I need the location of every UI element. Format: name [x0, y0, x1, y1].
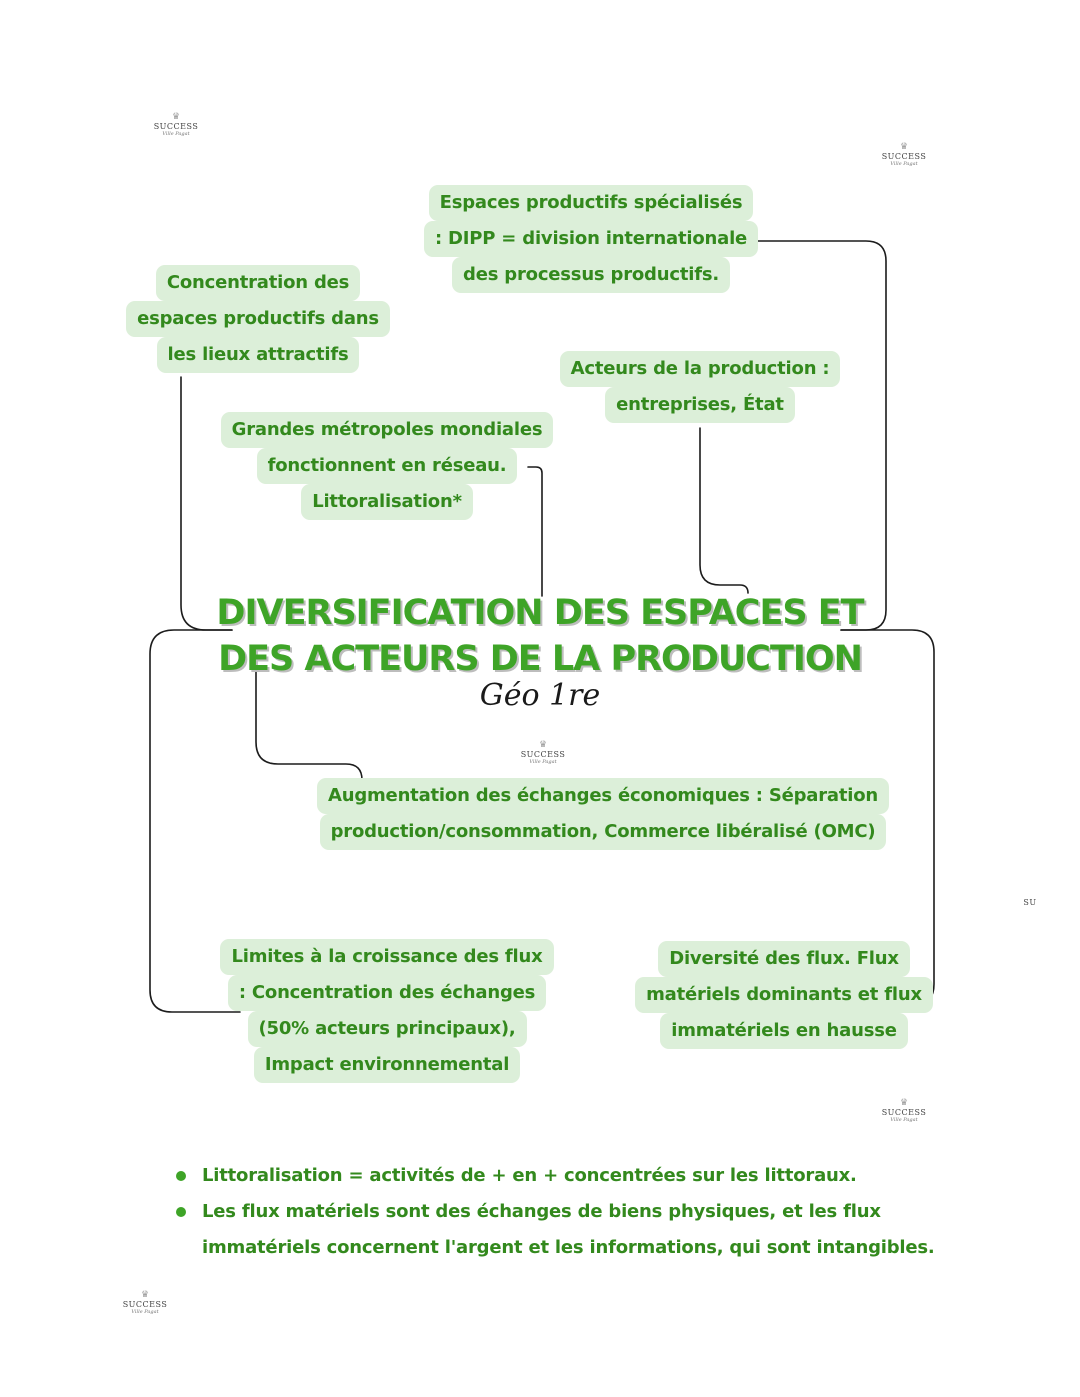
box-line: les lieux attractifs — [157, 337, 360, 373]
success-logo — [513, 740, 573, 765]
box-espaces-specialises — [434, 185, 748, 293]
box-limites — [231, 939, 543, 1083]
logo-mark-icon: ♛ — [140, 1290, 150, 1300]
logo-word: SU — [1023, 898, 1037, 907]
diagram-title — [200, 590, 880, 682]
logo-mark-icon: ♛ — [538, 740, 548, 750]
logo-word: SUCCESS — [881, 152, 927, 161]
success-logo-partial — [1022, 898, 1038, 907]
box-line: Acteurs de la production : — [560, 351, 841, 387]
box-line: : Concentration des échanges — [228, 975, 546, 1011]
box-line: entreprises, État — [605, 387, 795, 423]
diagram-title-line-1: DIVERSIFICATION DES ESPACES ET — [216, 593, 864, 633]
box-line: (50% acteurs principaux), — [248, 1011, 527, 1047]
box-line: Impact environnemental — [254, 1047, 520, 1083]
success-logo — [115, 1290, 175, 1315]
footnotes — [170, 1158, 950, 1266]
logo-word: SUCCESS — [153, 122, 199, 131]
diagram-subtitle: Géo 1re — [479, 678, 601, 713]
box-concentration — [137, 265, 379, 373]
box-line: fonctionnent en réseau. — [257, 448, 518, 484]
logo-word: SUCCESS — [122, 1300, 168, 1309]
success-logo — [874, 142, 934, 167]
box-line: Grandes métropoles mondiales — [221, 412, 554, 448]
logo-mark-icon: ♛ — [899, 142, 909, 152]
success-logo — [874, 1098, 934, 1123]
logo-mark-icon: ♛ — [899, 1098, 909, 1108]
footnote-item: Les flux matériels sont des échanges de biens physiques, et les flux immatériels concernent l'argent et les informations, qui sont intangibles. — [170, 1194, 950, 1266]
logo-tag: Ville Pagat — [890, 161, 918, 167]
box-line: immatériels en hausse — [660, 1013, 908, 1049]
logo-tag: Ville Pagat — [529, 759, 557, 765]
box-line: matériels dominants et flux — [635, 977, 933, 1013]
box-line: Espaces productifs spécialisés — [429, 185, 754, 221]
logo-word: SUCCESS — [881, 1108, 927, 1117]
logo-word: SUCCESS — [520, 750, 566, 759]
logo-tag: Ville Pagat — [890, 1117, 918, 1123]
diagram-title-line-2: DES ACTEURS DE LA PRODUCTION — [218, 639, 862, 679]
logo-tag: Ville Pagat — [162, 131, 190, 137]
box-line: Littoralisation* — [301, 484, 473, 520]
box-line: Concentration des — [156, 265, 360, 301]
logo-tag: Ville Pagat — [131, 1309, 159, 1315]
box-line: espaces productifs dans — [126, 301, 390, 337]
box-line: Limites à la croissance des flux — [220, 939, 553, 975]
box-line: Augmentation des échanges économiques : Séparation — [317, 778, 889, 814]
box-line: des processus productifs. — [452, 257, 730, 293]
box-diversite — [646, 941, 922, 1049]
connector-espaces-specialises — [736, 241, 886, 630]
box-metropoles — [231, 412, 543, 520]
success-logo — [146, 112, 206, 137]
footnote-item: Littoralisation = activités de + en + concentrées sur les littoraux. — [170, 1158, 950, 1194]
box-echanges — [327, 778, 879, 850]
box-line: : DIPP = division internationale — [424, 221, 758, 257]
box-acteurs — [572, 351, 828, 423]
logo-mark-icon: ♛ — [171, 112, 181, 122]
connector-acteurs — [700, 428, 748, 593]
box-line: Diversité des flux. Flux — [658, 941, 910, 977]
box-line: production/consommation, Commerce libéralisé (OMC) — [320, 814, 887, 850]
